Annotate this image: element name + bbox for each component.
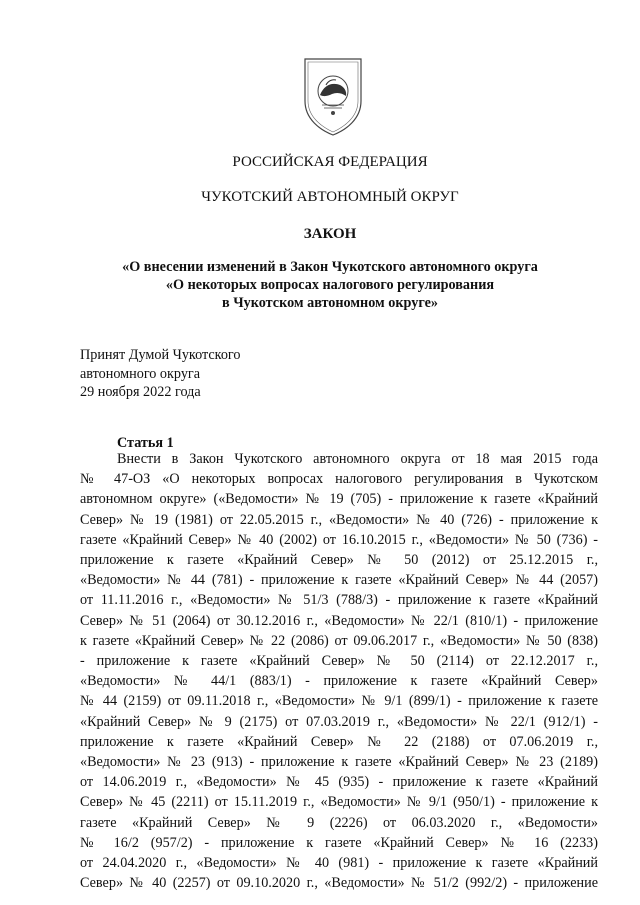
adoption-line: автономного округа — [80, 365, 201, 382]
article-text-line: «Ведомости» № 44 (781) - приложение к газете «Крайний Север» № 44 (2057) — [80, 572, 598, 589]
article-text-line: «Крайний Север» № 9 (2175) от 07.03.2019 г., «Ведомости» № 22/1 (912/1) - — [80, 713, 598, 730]
article-text-line: Север» № 51 (2064) от 30.12.2016 г., «Ведомости» № 22/1 (810/1) - приложение — [80, 612, 598, 629]
article-text-line: № 47-ОЗ «О некоторых вопросах налогового регулирования в Чукотском — [80, 471, 598, 488]
article-text-line: Север» № 19 (1981) от 22.05.2015 г., «Ведомости» № 40 (726) - приложение к — [80, 511, 598, 528]
article-text-line: Север» № 45 (2211) от 15.11.2019 г., «Ведомости» № 9/1 (950/1) - приложение к — [80, 794, 598, 811]
article-text-line: № 16/2 (957/2) - приложение к газете «Крайний Север» № 16 (2233) — [80, 834, 598, 851]
law-title — [80, 258, 580, 312]
law-title-line: «О некоторых вопросах налогового регулирования — [165, 277, 495, 293]
article-text-line: приложение к газете «Крайний Север» № 50 (2012) от 25.12.2015 г., — [80, 552, 598, 569]
article-text-line: № 44 (2159) от 09.11.2018 г., «Ведомости» № 9/1 (899/1) - приложение к газете — [80, 693, 598, 710]
law-title-line: «О внесении изменений в Закон Чукотского автономного округа — [122, 259, 538, 275]
country-heading: РОССИЙСКАЯ ФЕДЕРАЦИЯ — [232, 154, 428, 170]
article-text-line: автономном округе» («Ведомости» № 19 (705) - приложение к газете «Крайний — [80, 491, 598, 508]
article-text-line: Север» № 40 (2257) от 09.10.2020 г., «Ведомости» № 51/2 (992/2) - приложение — [80, 875, 598, 892]
document-type-heading: ЗАКОН — [303, 226, 357, 242]
article-text-line: Внести в Закон Чукотского автономного округа от 18 мая 2015 года — [117, 451, 598, 467]
article-text-line: от 14.06.2019 г., «Ведомости» № 45 (935) - приложение к газете «Крайний — [80, 774, 598, 791]
article-text-line: от 24.04.2020 г., «Ведомости» № 40 (981) - приложение к газете «Крайний — [80, 855, 598, 872]
adoption-line: Принят Думой Чукотского — [80, 347, 241, 363]
article-text-line: приложение к газете «Крайний Север» № 22 (2188) от 07.06.2019 г., — [80, 733, 598, 750]
article-text-line: газете «Крайний Север» № 9 (2226) от 06.03.2020 г., «Ведомости» — [80, 814, 598, 831]
article-text-line: от 11.11.2016 г., «Ведомости» № 51/3 (788/3) - приложение к газете «Крайний — [80, 592, 598, 609]
article-text-line: газете «Крайний Север» № 40 (2002) от 16.10.2015 г., «Ведомости» № 50 (736) - — [80, 531, 598, 548]
article-heading: Статья 1 — [117, 435, 174, 451]
article-body — [80, 449, 598, 893]
article-text-line: к газете «Крайний Север» № 22 (2086) от 09.06.2017 г., «Ведомости» № 50 (838) — [80, 632, 598, 649]
law-title-line: в Чукотском автономном округе» — [222, 295, 438, 311]
article-text-line: «Ведомости» № 23 (913) - приложение к газете «Крайний Север» № 23 (2189) — [80, 754, 598, 771]
article-text-line: «Ведомости» № 44/1 (883/1) - приложение к газете «Крайний Север» — [80, 673, 598, 690]
region-heading: ЧУКОТСКИЙ АВТОНОМНЫЙ ОКРУГ — [201, 189, 459, 205]
adoption-info — [80, 346, 240, 402]
adoption-date: 29 ноября 2022 года — [80, 384, 201, 400]
article-text-line: - приложение к газете «Крайний Север» № 50 (2114) от 22.12.2017 г., — [80, 653, 598, 670]
coat-of-arms-icon — [302, 55, 364, 137]
